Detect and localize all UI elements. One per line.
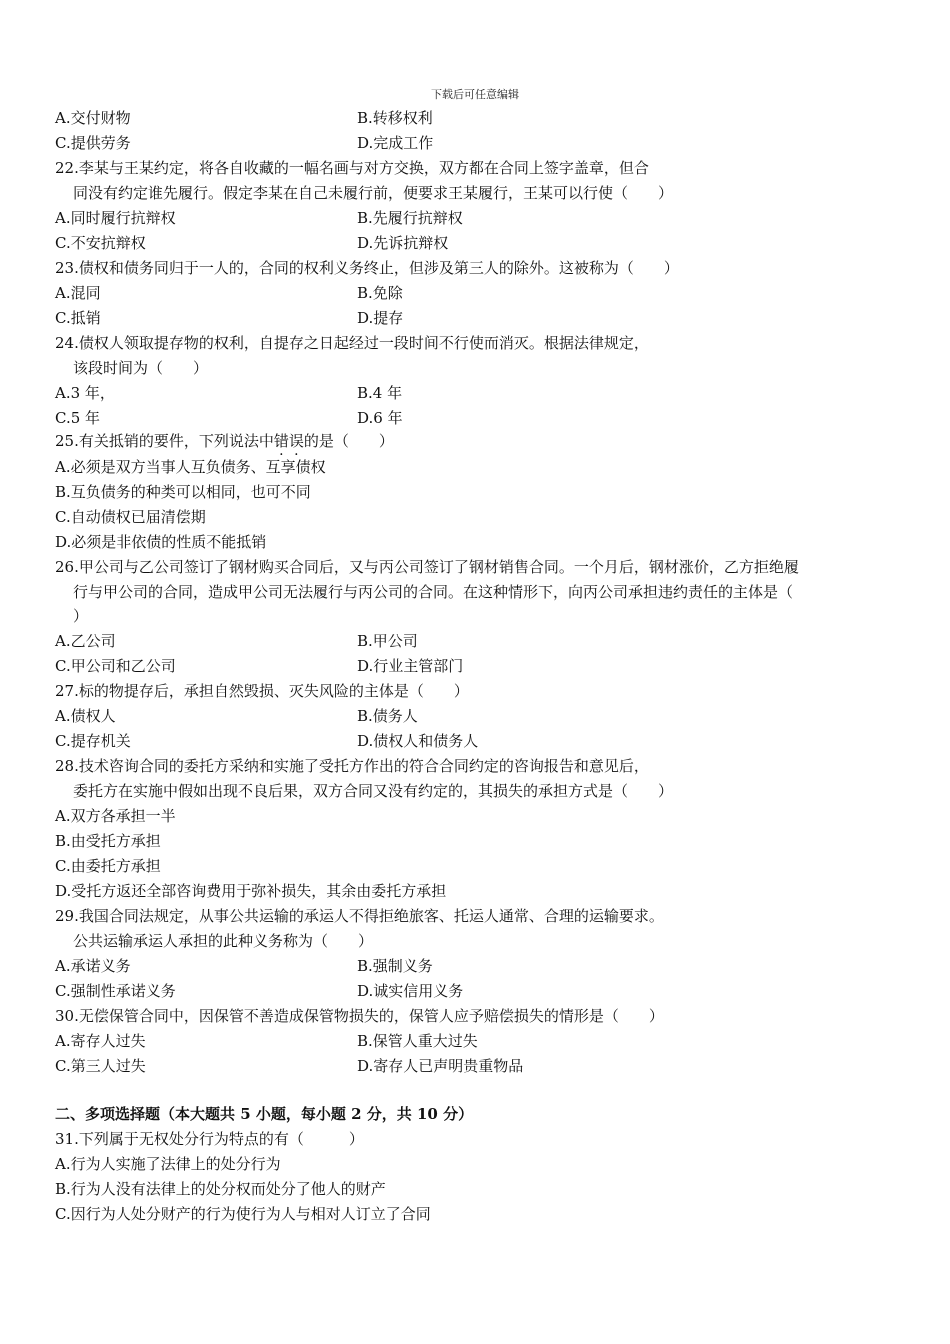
q21-option-a: A.交付财物 [55, 109, 131, 127]
q26-option-c: C.甲公司和乙公司 [55, 657, 176, 675]
q25-emphasis-char-1: 错 [273, 432, 289, 450]
q29-stem-line2: 公共运输承运人承担的此种义务称为（ ） [73, 932, 374, 950]
q24-option-d: D.6 年 [357, 409, 403, 427]
q27-option-b: B.债务人 [357, 707, 418, 725]
q25-stem [55, 431, 394, 451]
q31-option-c: C.因行为人处分财产的行为使行为人与相对人订立了合同 [55, 1205, 431, 1223]
q26-stem-line1: 26.甲公司与乙公司签订了钢材购买合同后，又与丙公司签订了钢材销售合同。一个月后，钢材涨价，乙方拒绝履 [55, 558, 799, 576]
q28-option-d: D.受托方返还全部咨询费用于弥补损失，其余由委托方承担 [55, 882, 447, 900]
q27-option-a: A.债权人 [55, 707, 116, 725]
q28-option-b: B.由受托方承担 [55, 832, 161, 850]
q30-option-c: C.第三人过失 [55, 1057, 146, 1075]
q31-option-a: A.行为人实施了法律上的处分行为 [55, 1155, 281, 1173]
q30-option-d: D.寄存人已声明贵重物品 [357, 1057, 524, 1075]
q24-option-a: A.3 年， [55, 384, 115, 402]
q30-option-b: B.保管人重大过失 [357, 1032, 478, 1050]
q22-stem-line2: 同没有约定谁先履行。假定李某在自己未履行前，便要求王某履行，王某可以行使（ ） [73, 184, 674, 202]
q24-stem-line2: 该段时间为（ ） [73, 359, 209, 377]
q24-option-c: C.5 年 [55, 409, 101, 427]
q22-option-b: B.先履行抗辩权 [357, 209, 463, 227]
q27-option-d: D.债权人和债务人 [357, 732, 479, 750]
q25-stem-suffix: 的是（ ） [303, 432, 394, 450]
q23-option-a: A.混同 [55, 284, 101, 302]
q21-option-b: B.转移权利 [357, 109, 433, 127]
q25-option-a: A.必须是双方当事人互负债务、互享债权 [55, 458, 326, 476]
q29-option-d: D.诚实信用义务 [357, 982, 464, 1000]
q26-option-a: A.乙公司 [55, 632, 116, 650]
q26-stem-line3: ） [73, 607, 89, 625]
q25-option-d: D.必须是非依债的性质不能抵销 [55, 533, 267, 551]
q31-stem-line1: 31.下列属于无权处分行为特点的有（ ） [55, 1130, 364, 1148]
q27-option-c: C.提存机关 [55, 732, 131, 750]
section-2-title: 二、多项选择题（本大题共 5 小题，每小题 2 分，共 10 分） [55, 1105, 474, 1123]
q28-option-c: C.由委托方承担 [55, 857, 161, 875]
q25-stem-prefix: 25.有关抵销的要件，下列说法中 [55, 432, 274, 450]
q23-stem-line1: 23.债权和债务同归于一人的，合同的权利义务终止，但涉及第三人的除外。这被称为（ ） [55, 259, 679, 277]
q24-stem-line1: 24.债权人领取提存物的权利，自提存之日起经过一段时间不行使而消灭。根据法律规定， [55, 334, 649, 352]
q25-emphasis-char-2: 误 [288, 432, 304, 450]
q29-option-b: B.强制义务 [357, 957, 433, 975]
q26-option-b: B.甲公司 [357, 632, 418, 650]
q21-option-d: D.完成工作 [357, 134, 434, 152]
q28-option-a: A.双方各承担一半 [55, 807, 176, 825]
q25-option-b: B.互负债务的种类可以相同，也可不同 [55, 483, 311, 501]
q22-option-a: A.同时履行抗辩权 [55, 209, 176, 227]
q23-option-b: B.免除 [357, 284, 403, 302]
q30-stem-line1: 30.无偿保管合同中，因保管不善造成保管物损失的，保管人应予赔偿损失的情形是（ ） [55, 1007, 664, 1025]
q29-option-a: A.承诺义务 [55, 957, 131, 975]
q22-option-c: C.不安抗辩权 [55, 234, 146, 252]
q24-option-b: B.4 年 [357, 384, 403, 402]
page-header: 下载后可任意编辑 [431, 88, 519, 101]
q30-option-a: A.寄存人过失 [55, 1032, 146, 1050]
q29-stem-line1: 29.我国合同法规定，从事公共运输的承运人不得拒绝旅客、托运人通常、合理的运输要求。 [55, 907, 664, 925]
q22-option-d: D.先诉抗辩权 [357, 234, 449, 252]
q28-stem-line2: 委托方在实施中假如出现不良后果，双方合同又没有约定的，其损失的承担方式是（ ） [73, 782, 674, 800]
q26-stem-line2: 行与甲公司的合同，造成甲公司无法履行与丙公司的合同。在这种情形下，向丙公司承担违约责任的主体是（ [73, 583, 794, 601]
q26-option-d: D.行业主管部门 [357, 657, 464, 675]
q23-option-d: D.提存 [357, 309, 404, 327]
q22-stem-line1: 22.李某与王某约定，将各自收藏的一幅名画与对方交换，双方都在合同上签字盖章，但合 [55, 159, 649, 177]
q23-option-c: C.抵销 [55, 309, 101, 327]
q21-option-c: C.提供劳务 [55, 134, 131, 152]
q31-option-b: B.行为人没有法律上的处分权而处分了他人的财产 [55, 1180, 386, 1198]
q28-stem-line1: 28.技术咨询合同的委托方采纳和实施了受托方作出的符合合同约定的咨询报告和意见后， [55, 757, 649, 775]
q25-option-c: C.自动债权已届清偿期 [55, 508, 206, 526]
q29-option-c: C.强制性承诺义务 [55, 982, 176, 1000]
q27-stem-line1: 27.标的物提存后，承担自然毁损、灭失风险的主体是（ ） [55, 682, 469, 700]
